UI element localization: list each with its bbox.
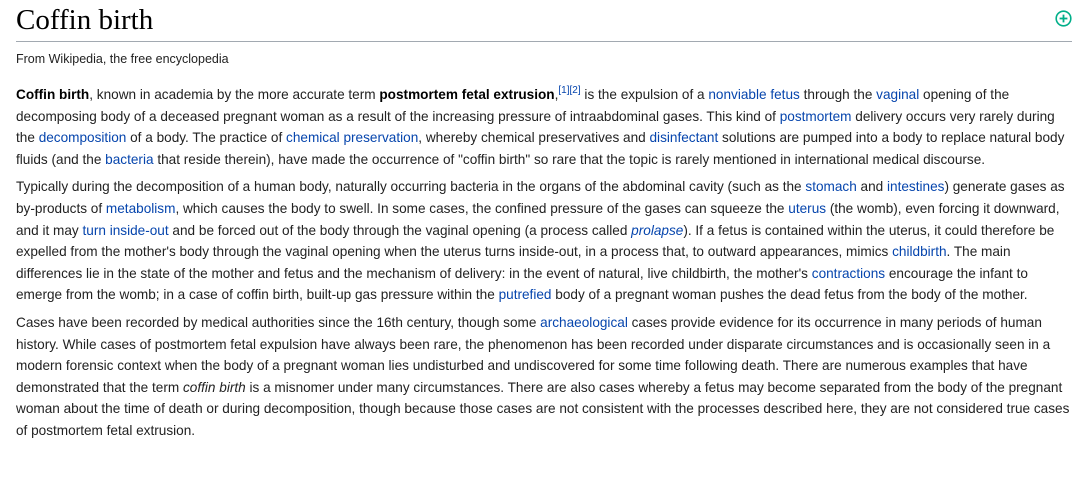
italic-text: prolapse	[631, 222, 684, 238]
bold-term: Coffin birth	[16, 87, 90, 102]
text: , known in academia by the more accurate term	[89, 87, 380, 102]
text: ,	[554, 87, 559, 102]
text: solutions are pumped into a body to replace natural body fluids (and the	[16, 130, 1065, 167]
page-title: Coffin birth	[16, 4, 154, 36]
article-body	[16, 84, 1072, 442]
text: Typically during the decomposition of a human body, naturally occurring bacteria in the organs of the abdominal cavity (such as the	[16, 179, 806, 195]
tagline: From Wikipedia, the free encyclopedia	[16, 52, 229, 66]
link-metabolism[interactable]: metabolism	[105, 200, 176, 216]
text: through the	[799, 87, 877, 102]
link-contractions[interactable]: contractions	[811, 265, 886, 281]
text: that reside therein), have made the occurrence of "coffin birth" so rare that the topic is rarely mentioned in international medical discourse.	[153, 151, 986, 167]
paragraph-intro	[16, 84, 1072, 170]
link-stomach[interactable]: stomach	[805, 179, 857, 195]
italic-text: coffin birth	[183, 379, 246, 395]
text: (the womb), even forcing it downward, and it may	[16, 200, 1060, 238]
reference-link-2[interactable]: [2]	[569, 85, 581, 96]
link-bacteria[interactable]: bacteria	[105, 151, 154, 167]
paragraph-history	[16, 312, 1072, 442]
text: ) generate gases as by-products of	[16, 179, 1065, 216]
text: delivery occurs very rarely during the	[16, 108, 1055, 146]
text: of a body. The practice of	[126, 130, 287, 146]
reference-link-1[interactable]: [1]	[558, 85, 570, 96]
link-postmortem[interactable]: postmortem	[779, 108, 852, 124]
link-uterus[interactable]: uterus	[788, 200, 827, 216]
link-nonviable-fetus[interactable]: nonviable fetus	[708, 87, 800, 102]
link-vaginal[interactable]: vaginal	[876, 87, 920, 102]
reference-2	[570, 85, 581, 96]
text: is a misnomer under many circumstances. There are also cases whereby a fetus may become separated from the body of the pregnant woman about the time of death or during decomposition, though because those cases are not consistent with the processes described here, they are not considered true cases of postmortem fetal extrusion.	[16, 379, 1070, 438]
text: cases provide evidence for its occurrence in many periods of human history. While cases of postmortem fetal expulsion have always been rare, the phenomenon has been recorded under disparate circumstances and is occasionally seen in a modern forensic context when the body of a pregnant woman lies undisturbed and undiscovered for some time following death. There are numerous examples that have demonstrated that the term	[16, 314, 1051, 395]
text: ). If a fetus is contained within the uterus, it could therefore be expelled from the mother's body through the vaginal opening when the uterus turns inside-out, in a process that, to outward appearances, mimics	[16, 222, 1055, 260]
text: . The main differences lie in the state of the mother and fetus and the mechanism of delivery: in the event of natural, live childbirth, the mother's	[16, 244, 1011, 281]
link-prolapse[interactable]	[631, 223, 683, 238]
text: , which causes the body to swell. In some cases, the confined pressure of the gases can squeeze the	[175, 200, 789, 216]
link-childbirth[interactable]: childbirth	[892, 244, 947, 260]
text: and be forced out of the body through the vaginal opening (a process called	[168, 222, 632, 238]
text: encourage the infant to emerge from the womb; in a case of coffin birth, built-up gas pressure within the	[16, 265, 1028, 303]
reference-1	[558, 85, 569, 96]
text: and	[856, 179, 887, 195]
link-disinfectant[interactable]: disinfectant	[649, 130, 719, 146]
link-archaeological[interactable]: archaeological	[540, 314, 628, 330]
text: body of a pregnant woman pushes the dead fetus from the body of the mother.	[551, 287, 1028, 303]
text: opening of the decomposing body of a deceased pregnant woman as a result of the increasing pressure of intraabdominal gases. This kind of	[16, 87, 1010, 124]
text: is the expulsion of a	[580, 87, 709, 102]
title-row	[16, 0, 1072, 42]
paragraph-mechanism	[16, 176, 1072, 306]
link-chemical-preservation[interactable]: chemical preservation	[286, 130, 419, 146]
circled-plus-icon[interactable]	[1055, 10, 1072, 27]
text: , whereby chemical preservatives and	[418, 130, 650, 146]
link-turn-inside-out[interactable]: turn inside-out	[82, 222, 169, 238]
link-putrefied[interactable]: putrefied	[498, 287, 552, 303]
text: Cases have been recorded by medical authorities since the 16th century, though some	[16, 314, 541, 330]
link-decomposition[interactable]: decomposition	[38, 130, 127, 146]
bold-term: postmortem fetal extrusion	[379, 87, 555, 102]
link-intestines[interactable]: intestines	[887, 179, 945, 195]
article	[16, 0, 1072, 448]
